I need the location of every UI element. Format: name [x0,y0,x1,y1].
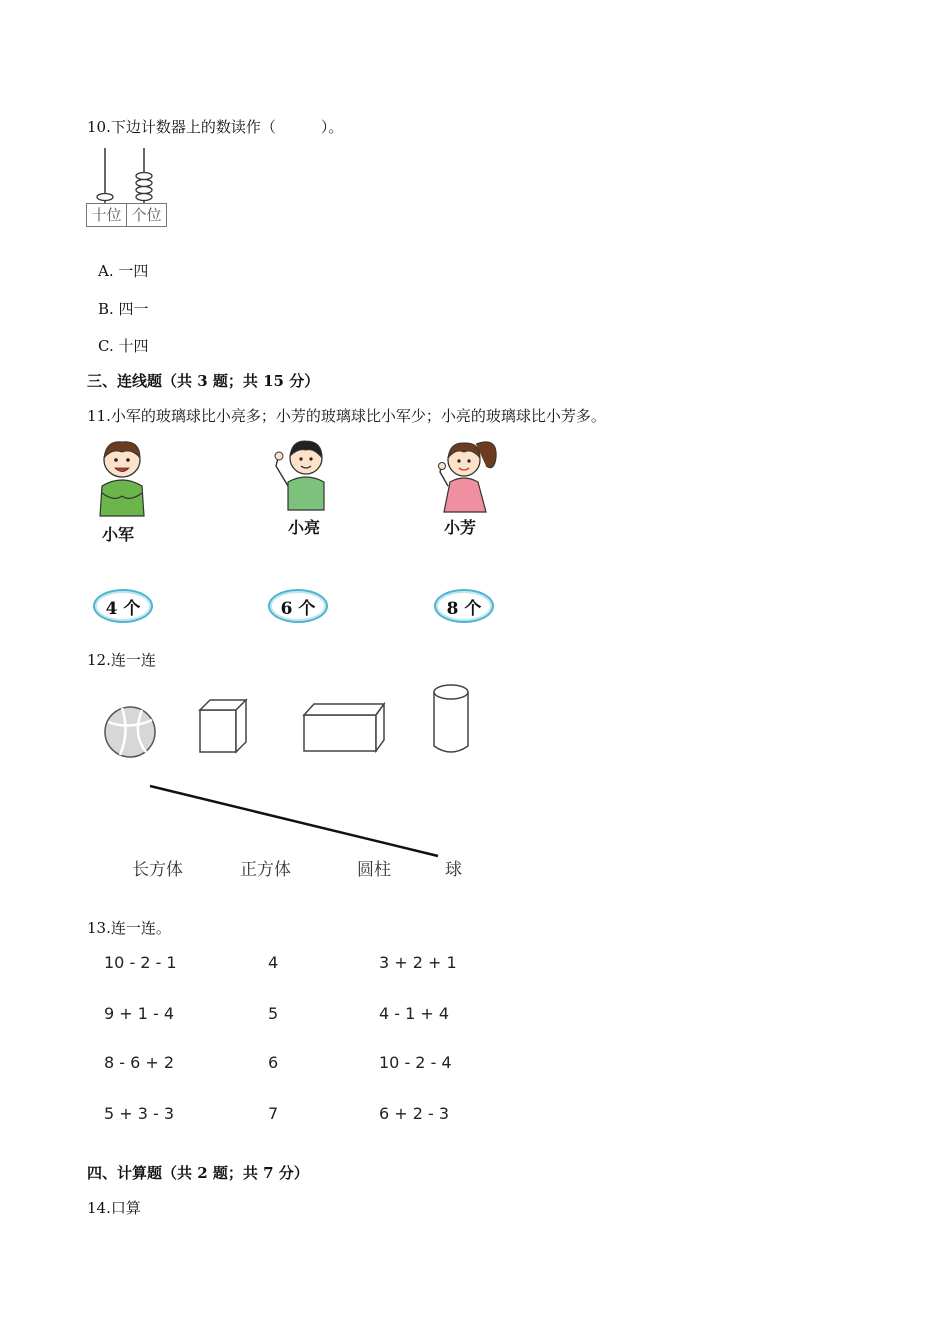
middle-num-1[interactable]: 4 [268,953,279,972]
kid-name-xiaoliang: 小亮 [288,518,321,537]
boy-xiaojun-illustration [92,438,152,520]
option-b[interactable]: B. 四一 [98,300,149,318]
middle-num-4[interactable]: 7 [268,1104,279,1123]
section4-title: 四、计算题（共 2 题；共 7 分） [87,1164,309,1182]
cylinder-shape [434,685,468,752]
kid-name-xiaofang: 小芳 [444,518,477,537]
left-expr-1[interactable]: 10 - 2 - 1 [104,953,177,972]
count-oval-2[interactable]: 6 个 [268,589,328,623]
count-oval-1[interactable]: 4 个 [93,589,153,623]
q14-text: 14.口算 [87,1199,141,1217]
place-value-labels [86,203,167,227]
q12-text: 12.连一连 [87,651,156,669]
right-expr-4[interactable]: 6 + 2 - 3 [379,1104,450,1123]
middle-num-3[interactable]: 6 [268,1053,279,1072]
abacus [86,148,170,228]
label-cuboid[interactable]: 长方体 [132,860,183,880]
right-expr-2[interactable]: 4 - 1 + 4 [379,1004,450,1023]
q12-shapes [100,680,480,880]
boy-xiaoliang-illustration [270,436,332,514]
q13-text: 13.连一连。 [87,919,171,937]
ones-label: 个位 [126,204,166,226]
right-expr-1[interactable]: 3 + 2 + 1 [379,953,457,972]
label-sphere[interactable]: 球 [445,860,462,880]
left-expr-3[interactable]: 8 - 6 + 2 [104,1053,175,1072]
left-expr-4[interactable]: 5 + 3 - 3 [104,1104,175,1123]
cuboid-shape [304,704,384,751]
left-expr-2[interactable]: 9 + 1 - 4 [104,1004,175,1023]
option-c[interactable]: C. 十四 [98,337,149,355]
option-a[interactable]: A. 一四 [98,262,149,280]
cube-shape [200,700,246,752]
middle-num-2[interactable]: 5 [268,1004,279,1023]
q10-text: 10.下边计数器上的数读作（ ）。 [87,118,344,136]
tens-label: 十位 [91,206,122,224]
connection-line [150,786,438,856]
kid-name-xiaojun: 小军 [102,525,135,544]
ball-shape [105,707,155,757]
section3-title: 三、连线题（共 3 题；共 15 分） [87,372,320,390]
abacus-rods [86,148,170,208]
label-cylinder[interactable]: 圆柱 [357,860,391,880]
q11-text: 11.小军的玻璃球比小亮多；小芳的玻璃球比小军少；小亮的玻璃球比小芳多。 [87,407,606,425]
count-oval-3[interactable]: 8 个 [434,589,494,623]
right-expr-3[interactable]: 10 - 2 - 4 [379,1053,452,1072]
girl-xiaofang-illustration [436,436,502,516]
label-cube[interactable]: 正方体 [240,860,291,880]
